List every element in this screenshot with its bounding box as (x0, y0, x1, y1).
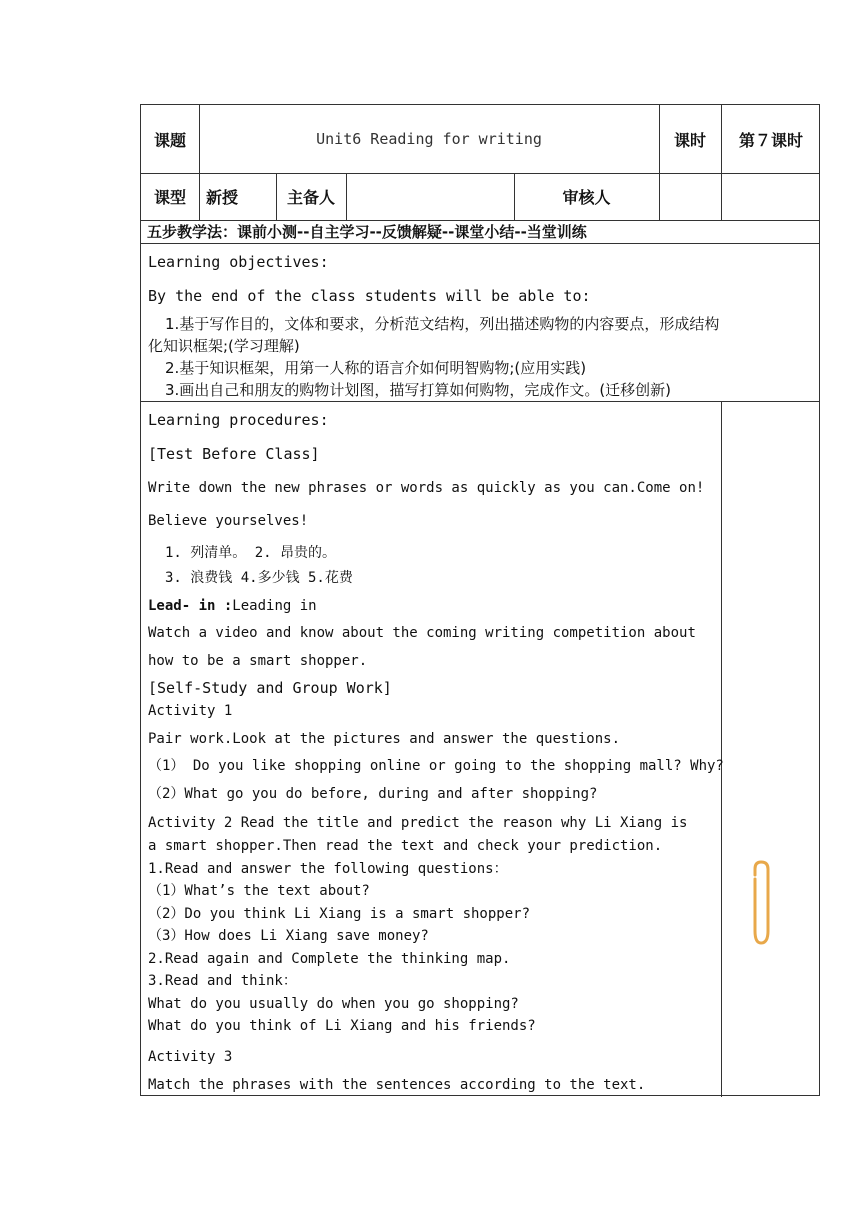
lead-in-line-1: Watch a video and know about the coming writing competition about (148, 625, 696, 641)
period-label: 课时 (673, 130, 706, 150)
activity-3-title: Activity 3 (148, 1049, 233, 1065)
activity-3-line-1: Match the phrases with the sentences according to the text. (148, 1077, 646, 1093)
procedures-title: Learning procedures: (148, 411, 329, 429)
teaching-method: 五步教学法：课前小测--自主学习--反馈解疑--课堂小结--当堂训练 (147, 223, 587, 241)
type-value: 新授 (206, 188, 239, 207)
activity-2-question-3: （3）How does Li Xiang save money? (148, 928, 429, 944)
col-divider (721, 401, 722, 1097)
paperclip-icon (746, 857, 776, 949)
period-value: 第７课时 (738, 130, 803, 150)
lead-in-heading (148, 596, 317, 616)
activity-2-question-1: （1）What’s the text about? (148, 883, 370, 899)
activity-2-line-1: Activity 2 Read the title and predict the reason why Li Xiang is (148, 815, 688, 831)
activity-1-question-2: （2）What go you do before, during and after shopping? (148, 786, 598, 802)
vocab-row-2: 3. 浪费钱 4.多少钱 5.花费 (165, 570, 353, 586)
lead-in-label: Lead- in : (148, 598, 233, 614)
row-divider (141, 243, 819, 244)
topic-label: 课题 (153, 130, 186, 150)
objective-3: 3.画出自己和朋友的购物计划图，描写打算如何购物，完成作文。(迁移创新) (165, 381, 672, 399)
objectives-intro: By the end of the class students will be able to: (148, 287, 591, 305)
reviewer-value (721, 173, 821, 220)
activity-2-step-1: 1.Read and answer the following questions： (148, 861, 508, 877)
type-label: 课型 (153, 188, 186, 207)
lesson-plan-table (140, 104, 820, 1096)
activity-2-line-2: a smart shopper.Then read the text and check your prediction. (148, 838, 663, 854)
reviewer-label: 审核人 (562, 188, 611, 207)
activity-1-intro: Pair work.Look at the pictures and answer the questions. (148, 731, 621, 747)
vocab-row-1: 1. 列清单。 2. 昂贵的。 (165, 545, 337, 561)
activity-2-think-2: What do you think of Li Xiang and his friends? (148, 1018, 536, 1034)
test-line-1: Write down the new phrases or words as quickly as you can.Come on! (148, 480, 705, 496)
activity-2-step-2: 2.Read again and Complete the thinking map. (148, 951, 511, 967)
activity-2-think-1: What do you usually do when you go shopping? (148, 996, 519, 1012)
test-heading: [Test Before Class] (148, 445, 320, 463)
preparer-value (346, 173, 514, 220)
activity-2-step-3: 3.Read and think： (148, 973, 297, 989)
objective-2: 2.基于知识框架，用第一人称的语言介如何明智购物;(应用实践) (165, 359, 587, 377)
row-divider (141, 401, 819, 402)
topic-value: Unit6 Reading for writing (316, 130, 542, 148)
objectives-title: Learning objectives: (148, 253, 329, 271)
self-study-heading: [Self-Study and Group Work] (148, 679, 392, 697)
objective-1-line2: 化知识框架;(学习理解) (148, 337, 300, 355)
activity-2-question-2: （2）Do you think Li Xiang is a smart shopper? (148, 906, 531, 922)
test-line-2: Believe yourselves! (148, 513, 309, 529)
preparer-label: 主备人 (286, 188, 335, 207)
activity-1-question-1: （1） Do you like shopping online or going to the shopping mall? Why? (148, 758, 724, 774)
objective-1-line1: 1.基于写作目的，文体和要求，分析范文结构，列出描述购物的内容要点，形成结构 (165, 315, 720, 333)
lead-in-subtitle: Leading in (232, 598, 317, 614)
activity-1-title: Activity 1 (148, 703, 233, 719)
lead-in-line-2: how to be a smart shopper. (148, 653, 368, 669)
